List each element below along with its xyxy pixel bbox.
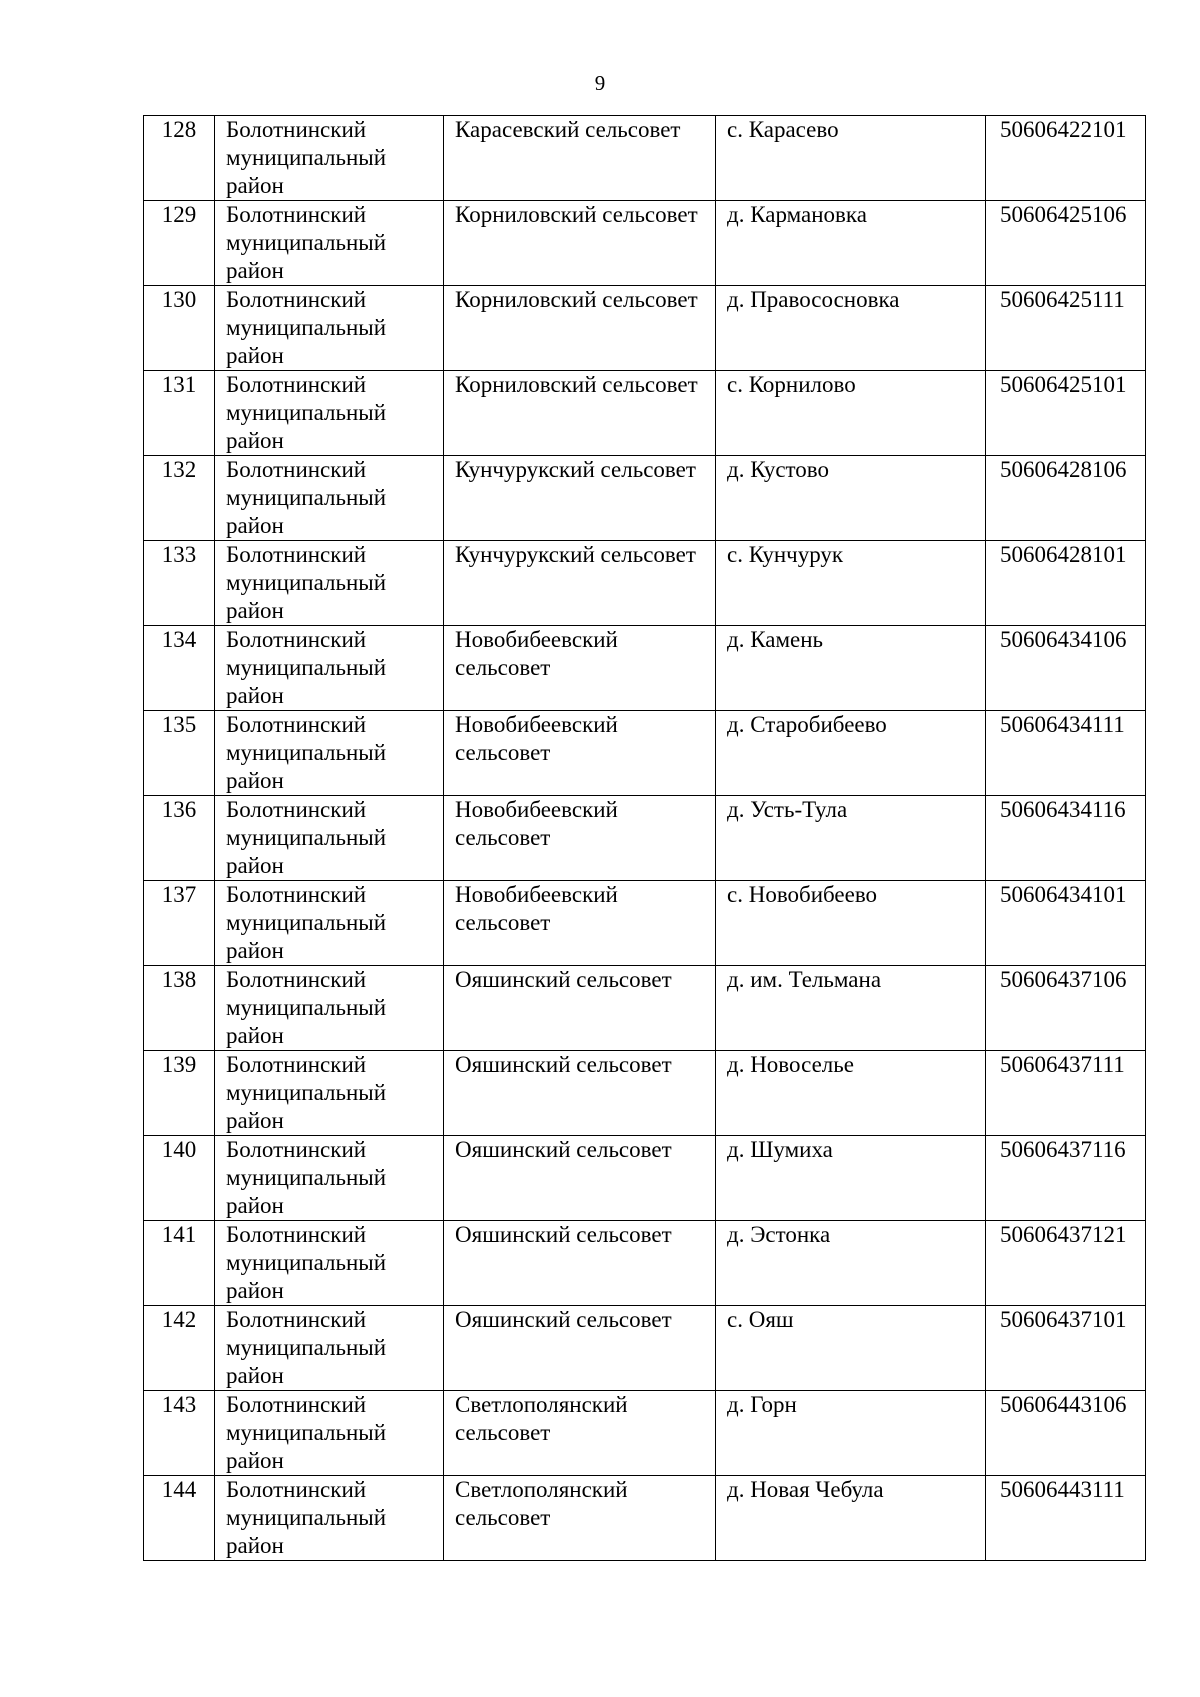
oktmo-code-cell: 50606434106 — [986, 626, 1146, 711]
district-cell: Болотнинский муниципальный район — [215, 966, 444, 1051]
oktmo-code-cell: 50606437121 — [986, 1221, 1146, 1306]
settlement-cell: д. Шумиха — [716, 1136, 986, 1221]
table-row — [144, 456, 1146, 541]
table-row — [144, 1051, 1146, 1136]
table-body — [144, 116, 1146, 1561]
council-cell: Кунчурукский сельсовет — [444, 456, 716, 541]
row-number-cell: 137 — [144, 881, 215, 966]
table-row — [144, 1476, 1146, 1561]
settlement-cell: с. Корнилово — [716, 371, 986, 456]
row-number-cell: 129 — [144, 201, 215, 286]
row-number-cell: 133 — [144, 541, 215, 626]
table-row — [144, 1391, 1146, 1476]
settlement-cell: д. Новая Чебула — [716, 1476, 986, 1561]
council-cell: Ояшинский сельсовет — [444, 1306, 716, 1391]
council-cell: Ояшинский сельсовет — [444, 1221, 716, 1306]
council-cell: Новобибеевский сельсовет — [444, 796, 716, 881]
district-cell: Болотнинский муниципальный район — [215, 201, 444, 286]
row-number-cell: 140 — [144, 1136, 215, 1221]
table-row — [144, 541, 1146, 626]
settlement-cell: с. Новобибеево — [716, 881, 986, 966]
row-number-cell: 132 — [144, 456, 215, 541]
council-cell: Корниловский сельсовет — [444, 201, 716, 286]
district-cell: Болотнинский муниципальный район — [215, 1051, 444, 1136]
row-number-cell: 144 — [144, 1476, 215, 1561]
settlement-cell: д. Правососновка — [716, 286, 986, 371]
row-number-cell: 130 — [144, 286, 215, 371]
oktmo-code-cell: 50606428106 — [986, 456, 1146, 541]
page-number: 9 — [594, 71, 606, 95]
row-number-cell: 128 — [144, 116, 215, 201]
table-row — [144, 116, 1146, 201]
district-cell: Болотнинский муниципальный район — [215, 286, 444, 371]
district-cell: Болотнинский муниципальный район — [215, 1306, 444, 1391]
oktmo-code-cell: 50606425111 — [986, 286, 1146, 371]
oktmo-code-cell: 50606437106 — [986, 966, 1146, 1051]
oktmo-code-cell: 50606437101 — [986, 1306, 1146, 1391]
district-cell: Болотнинский муниципальный район — [215, 626, 444, 711]
council-cell: Ояшинский сельсовет — [444, 966, 716, 1051]
district-cell: Болотнинский муниципальный район — [215, 796, 444, 881]
district-cell: Болотнинский муниципальный район — [215, 1476, 444, 1561]
settlement-cell: д. Кустово — [716, 456, 986, 541]
district-cell: Болотнинский муниципальный район — [215, 1391, 444, 1476]
council-cell: Корниловский сельсовет — [444, 286, 716, 371]
oktmo-code-cell: 50606443111 — [986, 1476, 1146, 1561]
row-number-cell: 138 — [144, 966, 215, 1051]
table-row — [144, 1136, 1146, 1221]
district-cell: Болотнинский муниципальный район — [215, 371, 444, 456]
settlement-cell: д. Эстонка — [716, 1221, 986, 1306]
district-cell: Болотнинский муниципальный район — [215, 711, 444, 796]
oktmo-code-cell: 50606425101 — [986, 371, 1146, 456]
table-row — [144, 371, 1146, 456]
row-number-cell: 134 — [144, 626, 215, 711]
district-cell: Болотнинский муниципальный район — [215, 1221, 444, 1306]
council-cell: Новобибеевский сельсовет — [444, 711, 716, 796]
settlement-cell: д. им. Тельмана — [716, 966, 986, 1051]
table-row — [144, 966, 1146, 1051]
settlement-cell: с. Ояш — [716, 1306, 986, 1391]
settlement-cell: д. Усть-Тула — [716, 796, 986, 881]
row-number-cell: 135 — [144, 711, 215, 796]
settlement-cell: с. Карасево — [716, 116, 986, 201]
settlement-cell: д. Кармановка — [716, 201, 986, 286]
table-row — [144, 1221, 1146, 1306]
oktmo-code-cell: 50606422101 — [986, 116, 1146, 201]
district-cell: Болотнинский муниципальный район — [215, 881, 444, 966]
oktmo-code-cell: 50606437116 — [986, 1136, 1146, 1221]
table-row — [144, 1306, 1146, 1391]
council-cell: Ояшинский сельсовет — [444, 1136, 716, 1221]
table-row — [144, 881, 1146, 966]
table-row — [144, 626, 1146, 711]
settlements-table — [143, 115, 1146, 1561]
oktmo-code-cell: 50606434111 — [986, 711, 1146, 796]
row-number-cell: 143 — [144, 1391, 215, 1476]
council-cell: Карасевский сельсовет — [444, 116, 716, 201]
settlement-cell: с. Кунчурук — [716, 541, 986, 626]
row-number-cell: 136 — [144, 796, 215, 881]
council-cell: Ояшинский сельсовет — [444, 1051, 716, 1136]
oktmo-code-cell: 50606434116 — [986, 796, 1146, 881]
row-number-cell: 141 — [144, 1221, 215, 1306]
settlement-cell: д. Старобибеево — [716, 711, 986, 796]
settlement-cell: д. Новоселье — [716, 1051, 986, 1136]
council-cell: Светлополянский сельсовет — [444, 1476, 716, 1561]
table-row — [144, 201, 1146, 286]
oktmo-code-cell: 50606434101 — [986, 881, 1146, 966]
table-row — [144, 286, 1146, 371]
council-cell: Новобибеевский сельсовет — [444, 881, 716, 966]
oktmo-code-cell: 50606437111 — [986, 1051, 1146, 1136]
oktmo-code-cell: 50606428101 — [986, 541, 1146, 626]
table-row — [144, 711, 1146, 796]
row-number-cell: 139 — [144, 1051, 215, 1136]
council-cell: Кунчурукский сельсовет — [444, 541, 716, 626]
oktmo-code-cell: 50606443106 — [986, 1391, 1146, 1476]
district-cell: Болотнинский муниципальный район — [215, 116, 444, 201]
settlement-cell: д. Камень — [716, 626, 986, 711]
settlement-cell: д. Горн — [716, 1391, 986, 1476]
district-cell: Болотнинский муниципальный район — [215, 456, 444, 541]
district-cell: Болотнинский муниципальный район — [215, 541, 444, 626]
row-number-cell: 142 — [144, 1306, 215, 1391]
council-cell: Корниловский сельсовет — [444, 371, 716, 456]
district-cell: Болотнинский муниципальный район — [215, 1136, 444, 1221]
council-cell: Светлополянский сельсовет — [444, 1391, 716, 1476]
table-row — [144, 796, 1146, 881]
row-number-cell: 131 — [144, 371, 215, 456]
oktmo-code-cell: 50606425106 — [986, 201, 1146, 286]
council-cell: Новобибеевский сельсовет — [444, 626, 716, 711]
